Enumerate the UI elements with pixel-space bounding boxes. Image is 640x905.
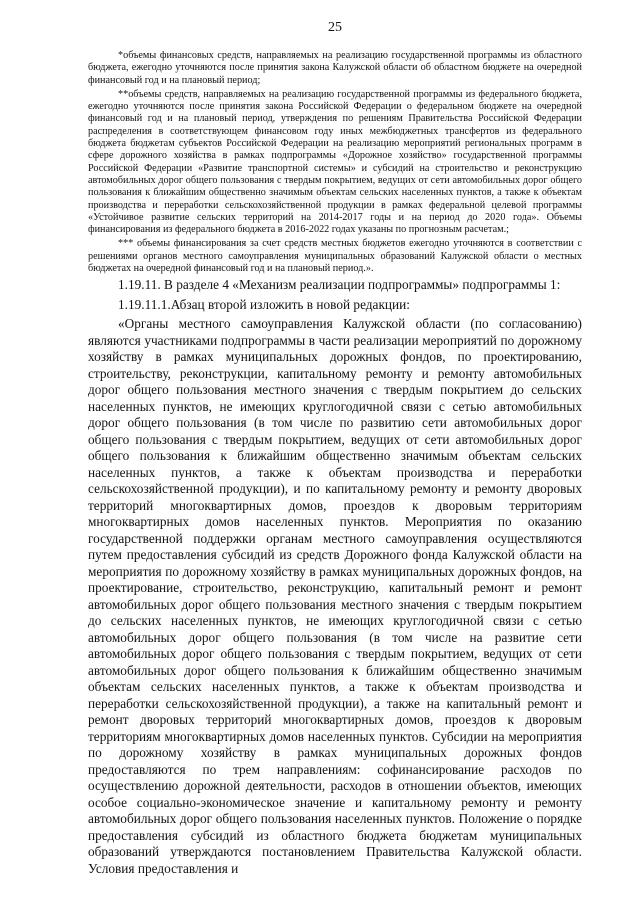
page-number: 25 bbox=[328, 20, 342, 35]
footnote-federal-budget: **объемы средств, направляемых на реализацию государственной программы из федерального бюджета, ежегодно уточняются после принятия закона Российской Федерации о федеральном бюджете на очередной финансовый год и на плановый период, утверждения по решениям Правительства Российской Федерации распределения в соответствующем финансовом году иных межбюджетных трансфертов из федерального бюджета бюджетам субъектов Российской Федерации на реализацию мероприятий региональных программ в сфере дорожного хозяйства в рамках подпрограммы «Дорожное хозяйство» государственной программы Российской Федерации «Развитие транспортной системы» и субсидий на строительство и реконструкцию автомобильных дорог общего пользования с твердым покрытием, ведущих от сети автомобильных дорог общего пользования к ближайшим общественно значимым объектам сельских населенных пунктов, а также к объектам производства и переработки сельскохозяйственной продукции в рамках федеральной целевой программы «Устойчивое развитие сельских территорий на 2014-2017 годы и на период до 2020 года». Объемы финансирования из федерального бюджета в 2016-2022 годах указаны по прогнозным расчетам.; bbox=[88, 88, 582, 236]
footnote-local-budget: *** объемы финансирования за счет средств местных бюджетов ежегодно уточняются в соответствии с решениями органов местного самоуправления муниципальных образований Калужской области о местных бюджетах на очередной финансовый год и на плановый период.». bbox=[88, 238, 582, 275]
subsection-heading: 1.19.11.1.Абзац второй изложить в новой редакции: bbox=[118, 296, 410, 312]
footnote-regional-budget: *объемы финансовых средств, направляемых на реализацию государственной программы из областного бюджета, ежегодно уточняются после принятия закона Калужской области об областном бюджете на очередной финансовый год и на плановый период; bbox=[88, 50, 582, 86]
body-paragraph: «Органы местного самоуправления Калужской области (по согласованию) являются участниками подпрограммы в части реализации мероприятий по дорожному хозяйству в рамках муниципальных дорожных фондов, по проектированию, строительству, реконструкции, капитальному ремонту и ремонту автомобильных дорог общего пользования местного значения с твердым покрытием до сельских населенных пунктов, не имеющих круглогодичной связи с сетью автомобильных дорог общего пользования (в том числе по развитию сети автомобильных дорог общего пользования с твердым покрытием, ведущих от сети автомобильных дорог общего пользования к ближайшим общественно значимым объектам сельских населенных пунктов, а также к объектам производства и переработки сельскохозяйственной продукции), и по капитальному ремонту и ремонту дворовых территорий многоквартирных домов, проездов к дворовым территориям многоквартирных домов населенных пунктов. Мероприятия по оказанию государственной поддержки органам местного самоуправления осуществляются путем предоставления субсидий из средств Дорожного фонда Калужской области на мероприятия по дорожному хозяйству в рамках муниципальных дорожных фондов, на проектирование, строительство, реконструкцию, капитальный ремонт и ремонт автомобильных дорог общего пользования местного значения с твердым покрытием до сельских населенных пунктов, не имеющих круглогодичной связи с сетью автомобильных дорог общего пользования (в том числе на развитие сети автомобильных дорог общего пользования с твердым покрытием, ведущих от сети автомобильных дорог общего пользования к ближайшим общественно значимым объектам сельских населенных пунктов, а также к объектам производства и переработки сельскохозяйственной продукции), а также на капитальный ремонт и ремонт дворовых территорий многоквартирных домов, проездов к дворовым территориям многоквартирных домов населенных пунктов. Субсидии на мероприятия по дорожному хозяйству в рамках муниципальных дорожных фондов предоставляются по трем направлениям: софинансирование расходов по осуществлению дорожной деятельности, расходов в отношении объектов, имеющих особое социально-экономическое значение и капитальному ремонту и ремонту автомобильных дорог общего пользования населенных пунктов. Положение о порядке предоставления субсидий из областного бюджета бюджетам муниципальных образований утверждаются постановлением Правительства Калужской области. Условия предоставления и bbox=[88, 316, 582, 876]
section-heading: 1.19.11. В разделе 4 «Механизм реализации подпрограммы» подпрограммы 1: bbox=[118, 277, 561, 293]
footnotes bbox=[88, 50, 582, 275]
